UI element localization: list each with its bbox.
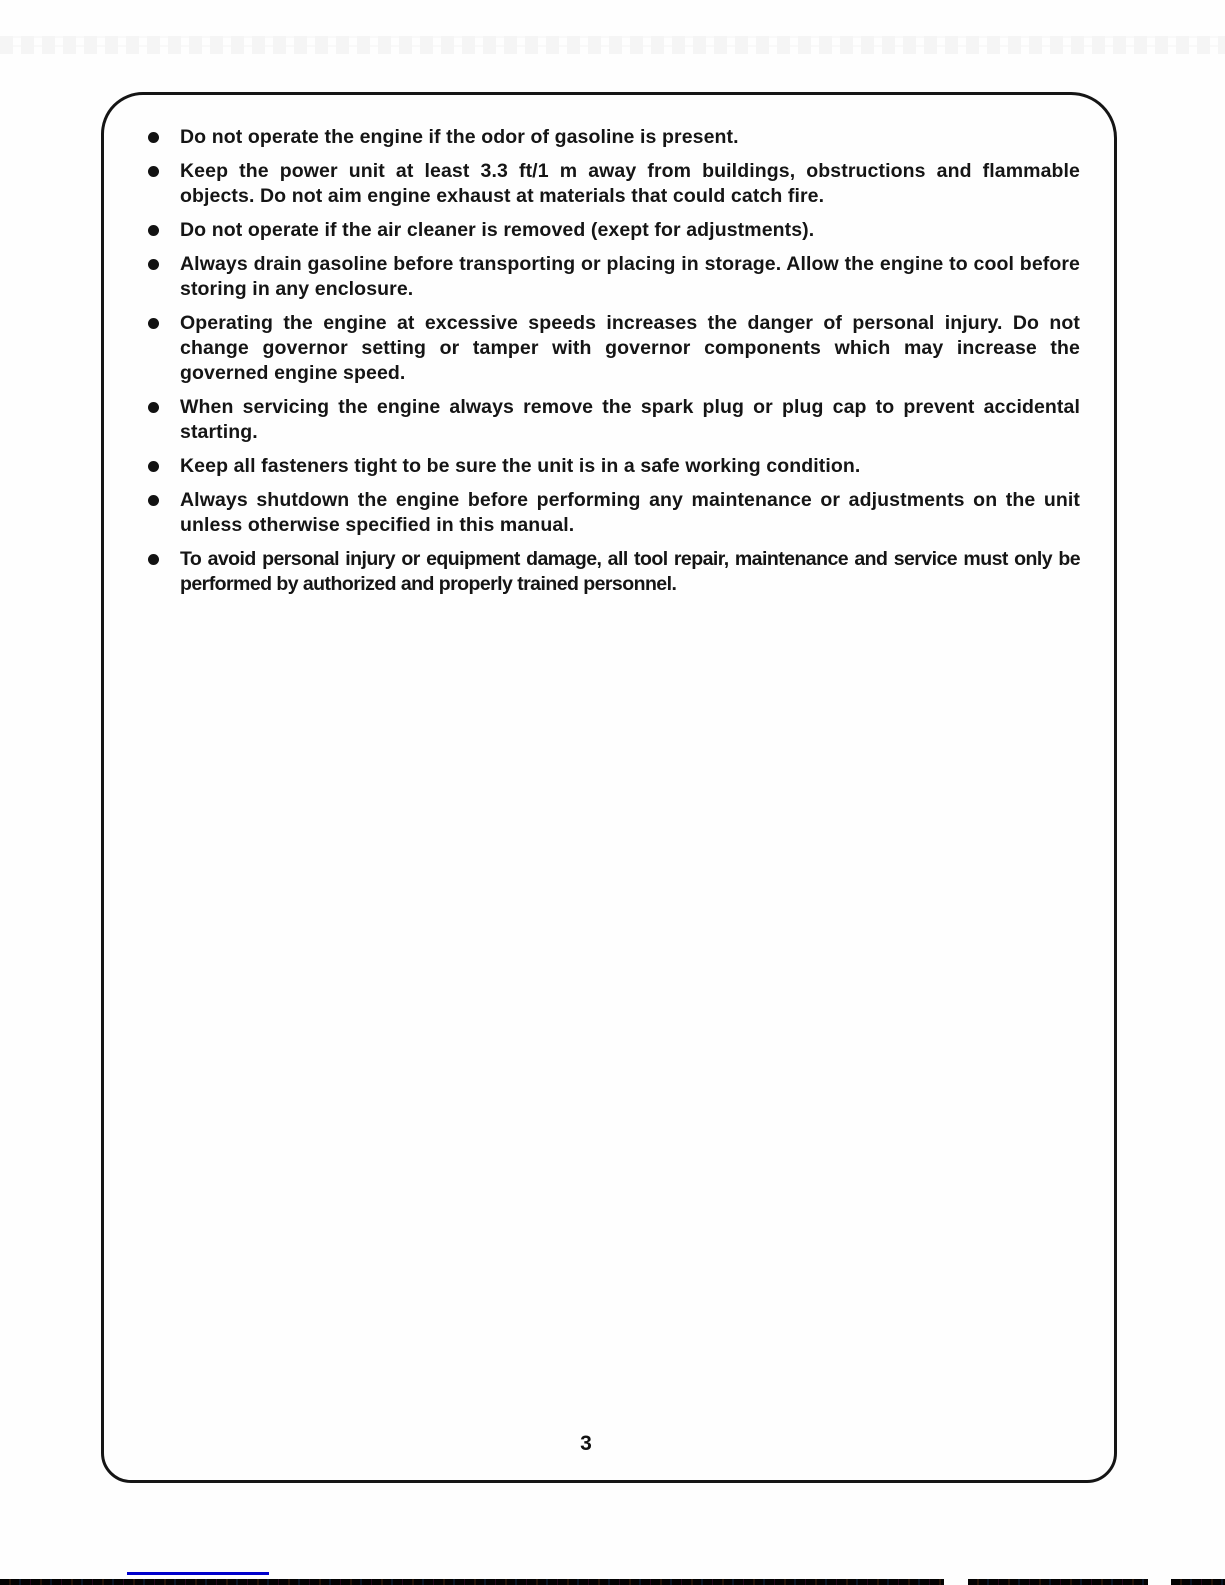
bullet-dot-icon xyxy=(148,554,159,565)
bottom-bar-segment xyxy=(1171,1579,1225,1585)
scan-noise-band xyxy=(0,36,1225,54)
bullet-dot-icon xyxy=(148,461,159,472)
safety-bullet-item xyxy=(145,454,1085,479)
bottom-bar-segment xyxy=(0,1579,944,1585)
bullet-dot-icon xyxy=(148,495,159,506)
safety-bullet-list xyxy=(145,125,1085,606)
safety-bullet-text: To avoid personal injury or equipment damage, all tool repair, maintenance and service must only be performed by authorized and properly trained personnel. xyxy=(180,548,1080,595)
safety-bullet-text: Do not operate if the air cleaner is removed (exept for adjustments). xyxy=(180,219,815,241)
safety-bullet-item xyxy=(145,125,1085,150)
bullet-dot-icon xyxy=(148,318,159,329)
safety-bullet-text: Keep all fasteners tight to be sure the unit is in a safe working condition. xyxy=(180,455,861,477)
scan-artifact-bottom-bar xyxy=(0,1579,1225,1585)
safety-bullet-text: Do not operate the engine if the odor of gasoline is present. xyxy=(180,126,739,148)
safety-bullet-item xyxy=(145,218,1085,243)
bullet-dot-icon xyxy=(148,259,159,270)
safety-bullet-item xyxy=(145,252,1085,302)
safety-bullet-item xyxy=(145,159,1085,209)
safety-bullet-text: Operating the engine at excessive speeds increases the danger of personal injury. Do not change governor setting or tamper with governor components which may increase the governed engine speed. xyxy=(180,312,1080,384)
scan-artifact-blue-underline xyxy=(127,1572,269,1575)
bullet-dot-icon xyxy=(148,402,159,413)
bottom-bar-segment xyxy=(968,1579,1148,1585)
safety-bullet-item xyxy=(145,395,1085,445)
safety-bullet-text: Always shutdown the engine before performing any maintenance or adjustments on the unit unless otherwise specified in this manual. xyxy=(180,489,1080,536)
safety-bullet-item xyxy=(145,311,1085,386)
safety-notes-panel xyxy=(101,92,1117,1483)
bullet-dot-icon xyxy=(148,166,159,177)
bullet-dot-icon xyxy=(148,225,159,236)
safety-bullet-text: Keep the power unit at least 3.3 ft/1 m away from buildings, obstructions and flammable objects. Do not aim engine exhaust at materials that could catch fire. xyxy=(180,160,1080,207)
safety-bullet-item xyxy=(145,547,1085,597)
page-number: 3 xyxy=(580,1432,592,1455)
bullet-dot-icon xyxy=(148,132,159,143)
safety-bullet-item xyxy=(145,488,1085,538)
safety-bullet-text: When servicing the engine always remove the spark plug or plug cap to prevent accidental starting. xyxy=(180,396,1080,443)
safety-bullet-text: Always drain gasoline before transporting or placing in storage. Allow the engine to cool before storing in any enclosure. xyxy=(180,253,1080,300)
